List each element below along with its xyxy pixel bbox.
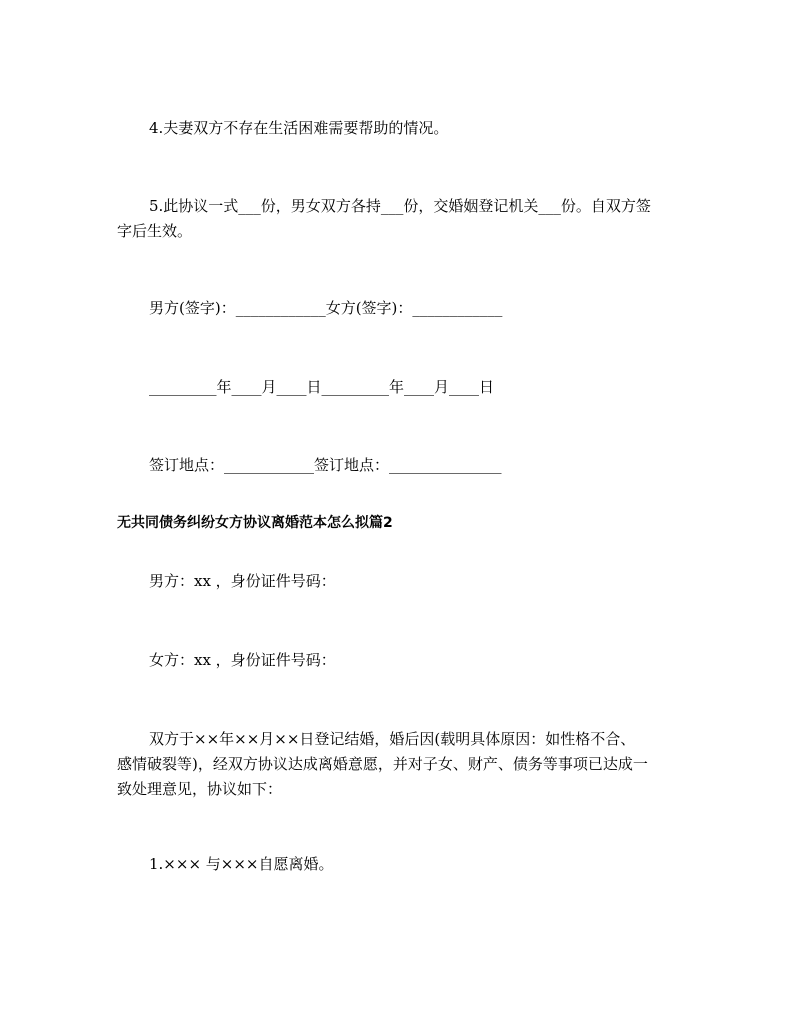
clause-5-line-2: 字后生效。: [117, 222, 193, 240]
signature-line: 男方(签字)：____________女方(签字)：____________: [149, 299, 503, 317]
clause-4: 4.夫妻双方不存在生活困难需要帮助的情况。: [149, 119, 449, 137]
male-party-line: 男方：xx ，身份证件号码：: [149, 572, 336, 590]
intro-line-3: 致处理意见，协议如下：: [117, 780, 283, 798]
clause-1: 1.××× 与×××自愿离婚。: [149, 855, 334, 873]
female-party-line: 女方：xx ，身份证件号码：: [149, 651, 336, 669]
date-line: _________年____月____日_________年____月____日: [149, 378, 495, 396]
intro-line-1: 双方于××年××月××日登记结婚，婚后因(载明具体原因：如性格不合、: [149, 730, 636, 748]
section-heading: 无共同债务纠纷女方协议离婚范本怎么拟篇2: [117, 515, 393, 531]
clause-5-line-1: 5.此协议一式___份，男女双方各持___份，交婚姻登记机关___份。自双方签: [149, 197, 651, 215]
signing-place-line: 签订地点：____________签订地点：_______________: [149, 456, 502, 474]
intro-line-2: 感情破裂等)，经双方协议达成离婚意愿，并对子女、财产、债务等事项已达成一: [117, 755, 648, 773]
